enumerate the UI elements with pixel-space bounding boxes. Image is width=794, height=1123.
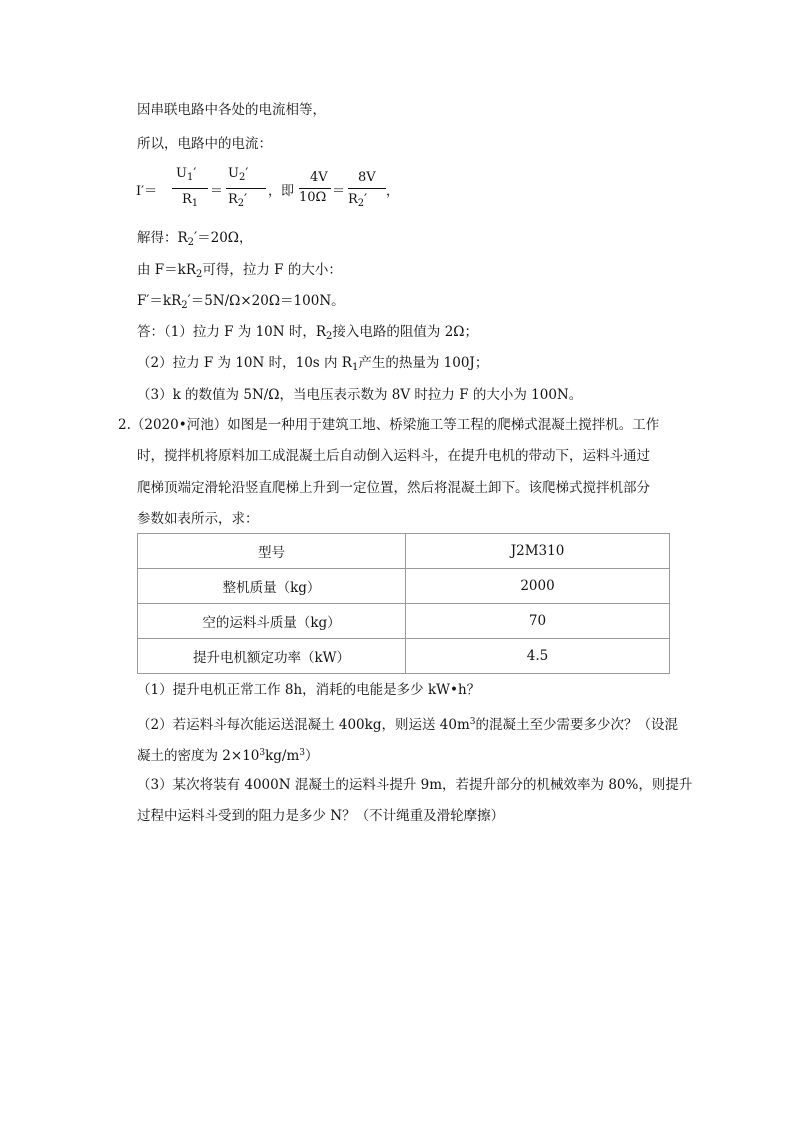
fraction-bar-2 <box>226 188 266 189</box>
formula-numerator-1: $U_1'$ <box>176 166 197 183</box>
problem-line-3: 爬梯顶端定滑轮沿竖直爬梯上升到一定位置，然后将混凝土卸下。该爬梯式搅拌机部分 <box>137 480 650 496</box>
table-cell-label: 型号 <box>138 534 406 569</box>
table-row <box>138 639 670 674</box>
formula-denominator-2: $R_2'$ <box>228 192 248 209</box>
question-3-line-1: （3）某次将装有 4000N 混凝土的运料斗提升 9m，若提升部分的机械效率为 80%，则提升 <box>137 777 693 793</box>
formula-equals-1: ＝ <box>210 184 224 199</box>
table-row <box>138 604 670 639</box>
formula-lhs: I′＝ <box>136 184 158 199</box>
solution-line-1: 因串联电路中各处的电流相等， <box>137 102 326 118</box>
table-cell-value: 70 <box>406 604 670 639</box>
solution-line-2: 所以，电路中的电流： <box>137 136 272 152</box>
fraction-bar-1 <box>172 188 208 189</box>
formula-denominator-3: 10Ω <box>299 190 327 205</box>
table-cell-value: 4.5 <box>406 639 670 674</box>
question-2-line-1: （2）若运料斗每次能运送混凝土 400kg，则运送 $40m^3$的混凝土至少需要多少次？（设混 <box>137 717 678 733</box>
formula-denominator-1: $R_1$ <box>182 192 199 209</box>
question-1: （1）提升电机正常工作 8h，消耗的电能是多少 kW•h？ <box>137 682 481 698</box>
parameter-table <box>137 533 670 674</box>
formula-connector: ，即 <box>268 184 295 199</box>
answer-line-1: 答：（1）拉力 F 为 10N 时，$R_2$接入电路的阻值为 2Ω； <box>137 324 478 342</box>
fraction-bar-3 <box>299 188 331 189</box>
current-formula <box>136 166 436 216</box>
table-cell-label: 整机质量（kg） <box>138 569 406 604</box>
table-cell-value: 2000 <box>406 569 670 604</box>
table-row <box>138 569 670 604</box>
formula-numerator-3: 4V <box>310 170 328 185</box>
formula-numerator-4: 8V <box>358 170 376 185</box>
question-3-line-2: 过程中运料斗受到的阻力是多少 N？（不计绳重及滑轮摩擦） <box>137 808 505 824</box>
table-cell-label: 空的运料斗质量（kg） <box>138 604 406 639</box>
table-cell-label: 提升电机额定功率（kW） <box>138 639 406 674</box>
table-row <box>138 534 670 569</box>
answer-line-2: （2）拉力 F 为 10N 时，10s 内 $R_1$产生的热量为 100J； <box>137 355 489 373</box>
formula-denominator-4: $R_2'$ <box>348 192 368 209</box>
solution-solve-line: 解得：$R_2'=20\Omega$， <box>137 230 253 248</box>
table-cell-value: J2M310 <box>406 534 670 569</box>
answer-line-3: （3）k 的数值为 5N/Ω，当电压表示数为 8V 时拉力 F 的大小为 100N。 <box>137 387 583 403</box>
problem-line-1: 2.（2020•河池）如图是一种用于建筑工地、桥梁施工等工程的爬梯式混凝土搅拌机。工作 <box>118 417 660 433</box>
fraction-bar-4 <box>348 188 386 189</box>
solution-by-line: 由 $F=kR_2$可得，拉力 F 的大小： <box>137 262 342 280</box>
problem-line-4: 参数如表所示，求： <box>137 511 259 527</box>
problem-line-2: 时，搅拌机将原料加工成混凝土后自动倒入运料斗，在提升电机的带动下，运料斗通过 <box>137 448 650 464</box>
formula-end: ， <box>386 184 400 199</box>
question-2-line-2: 凝土的密度为 $2\times 10^3kg/m^3$） <box>137 748 319 764</box>
formula-equals-2: ＝ <box>332 184 346 199</box>
formula-numerator-2: $U_2'$ <box>228 166 249 183</box>
solution-force-line: $F'=kR_2'=5N/\Omega\times 20\Omega=100N$。 <box>137 293 345 311</box>
